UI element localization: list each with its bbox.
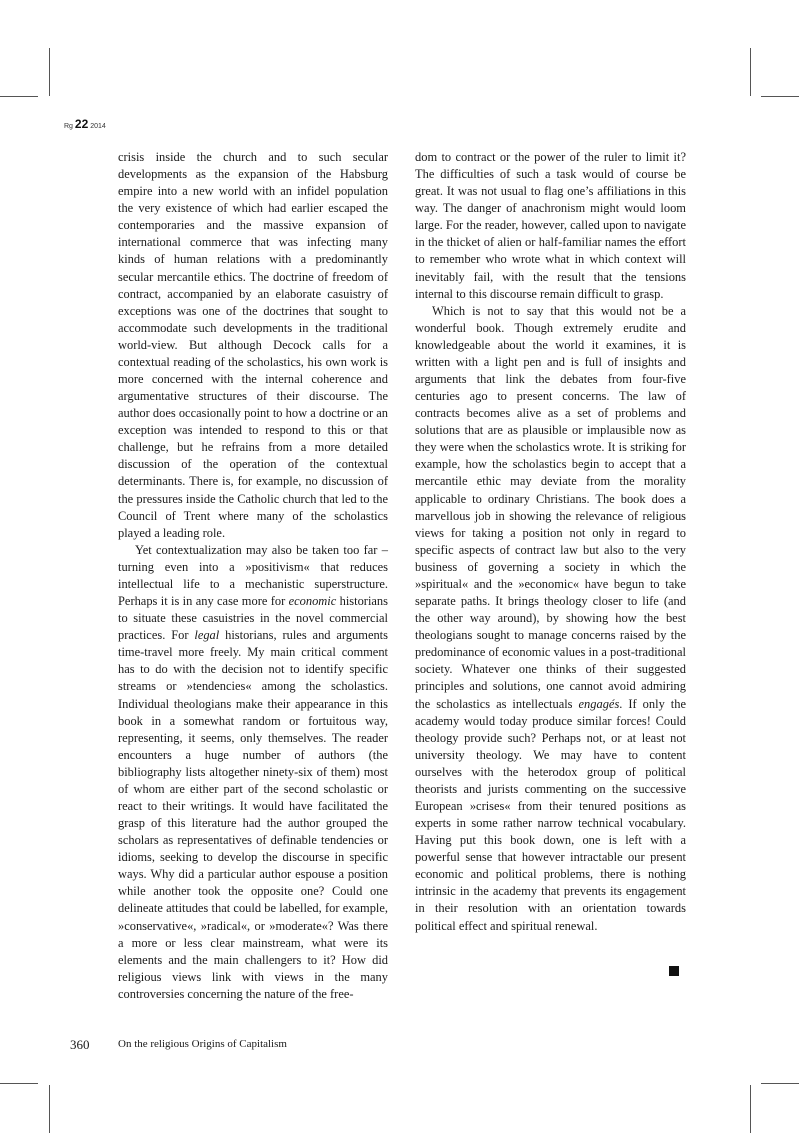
crop-mark (761, 96, 799, 97)
paragraph (118, 149, 388, 542)
journal-abbreviation: Rg (64, 123, 73, 130)
crop-mark (0, 1083, 38, 1084)
crop-mark (49, 1085, 50, 1133)
crop-mark (750, 48, 751, 96)
journal-volume: 22 (74, 117, 89, 131)
crop-mark (761, 1083, 799, 1084)
right-column (415, 149, 686, 935)
paragraph (118, 542, 388, 1003)
italic-text: engagés (578, 696, 620, 711)
paragraph (415, 149, 686, 303)
left-column (118, 149, 388, 1003)
paragraph-text: crisis inside the church and to such secular developments as the expansion of the Habsburg empire into a new world with an infidel population the very existence of which had earlier escaped the contemporaries and the massive expansion of international commerce that was infecting many kinds of human relations with a predominantly secular mercantile ethics. The doctrine of freedom of contract, accompanied by an elaborate casuistry of exceptions was one of the doctrines that sought to accommodate such developments in the traditional world-view. But although Decock calls for a contextual reading of the scholastics, his own work is more concerned with the internal coherence and argumentative structures of their discourse. The author does occasionally point to how a doctrine or an exception was intended to respond to this or that challenge, but he refrains from a more detailed discussion of the operation of the contextual determinants. There is, for example, no discussion of the pressures inside the Catholic church that led to the Council of Trent where many of the scholastics played a leading role. (118, 150, 388, 540)
italic-text: legal (194, 628, 220, 643)
paragraph-text: dom to contract or the power of the ruler to limit it? The difficulties of such a task would of course be great. It was not usual to flag one’s affiliations in this way. The danger of anachronism might would loom large. For the reader, however, called upon to navigate in the thicket of alien or half-familiar names the effort to remember who wrote what in which context will inevitably fail, with the result that the tensions internal to this discourse remain difficult to grasp. (415, 150, 686, 301)
paragraph-text: Which is not to say that this would not be a wonderful book. Though extremely erudite and knowledgeable about the world it examines, it is written with a light pen and is full of insights and arguments that link the debates from four-five centuries ago to present concerns. The law of contracts becomes alive as a set of problems and solutions that are as plausible or implausible now as they were when the scholastics wrote. It is striking for example, how the scholastics begin to accept that a mercantile ethic may deviate from the morality applicable to ordinary Christians. The book does a marvellous job in showing the relevance of religious views for taking a position not only in regard to specific aspects of contract law but also to the very business of governing a society in which the »spiritual« and the »economic« have begun to take separate paths. It brings theology closer to life (and the other way around), by showing how the best theologians sought to manage concerns raised by the predominance of economic values in a post-traditional society. Whatever one thinks of their suggested principles and solutions, one cannot avoid admiring the scholastics as intellectuals (415, 303, 686, 711)
paragraph-text: historians, rules and arguments time-travel more freely. My main critical comment has to do with the decision not to identify specific streams or »tendencies« among the scholastics. Individual theologians make their appearance in this book in a somewhat random or fortuitous way, representing, it seems, only themselves. The reader encounters a huge number of authors (the bibliography lists altogether ninety-six of them) most of whom are either part of the second scholastic or react to their writings. It would have facilitated the grasp of this literature had the author grouped the scholars as representatives of definable tendencies or idioms, seeking to develop the discourse in specific ways. Why did a particular author espouse a position while another took the opposite one? Could one delineate attitudes that could be labelled, for example, »conservative«, »radical«, or »moderate«? Was there a more or less clear mainstream, what were its elements and the main challengers to it? How did religious views link with views in the many controversies concerning the nature of the free- (118, 628, 388, 1001)
paragraph-text: historians to situate these casuistries in the novel commercial practices. For (118, 594, 388, 643)
paragraph-text: Yet contextualization may also be taken too far – turning even into a »positivism« that reduces intellectual life to a mechanistic superstructure. Perhaps it is in any case more for (118, 542, 388, 609)
italic-text: economic (288, 594, 337, 609)
journal-header (64, 117, 106, 131)
crop-mark (0, 96, 38, 97)
end-of-article-mark (669, 966, 679, 976)
crop-mark (49, 48, 50, 96)
journal-year: 2014 (90, 123, 106, 130)
crop-mark (750, 1085, 751, 1133)
paragraph (415, 303, 686, 935)
running-title: On the religious Origins of Capitalism (118, 1038, 287, 1050)
paragraph-text: . If only the academy would today produce similar forces! Could theology provide such? Perhaps not, or at least not university theology. We may have to content ourselves with the heterodox group of political theorists and jurists commenting on the successive European »crises« from their tenured positions as experts in some rather narrow technical vocabulary. Having put this book down, one is left with a powerful sense that however intractable our present economic and political problems, there is nothing intrinsic in the academy that prevents its engagement in their resolution with an orientation towards political effect and spiritual renewal. (415, 696, 686, 933)
page-number: 360 (70, 1037, 90, 1052)
